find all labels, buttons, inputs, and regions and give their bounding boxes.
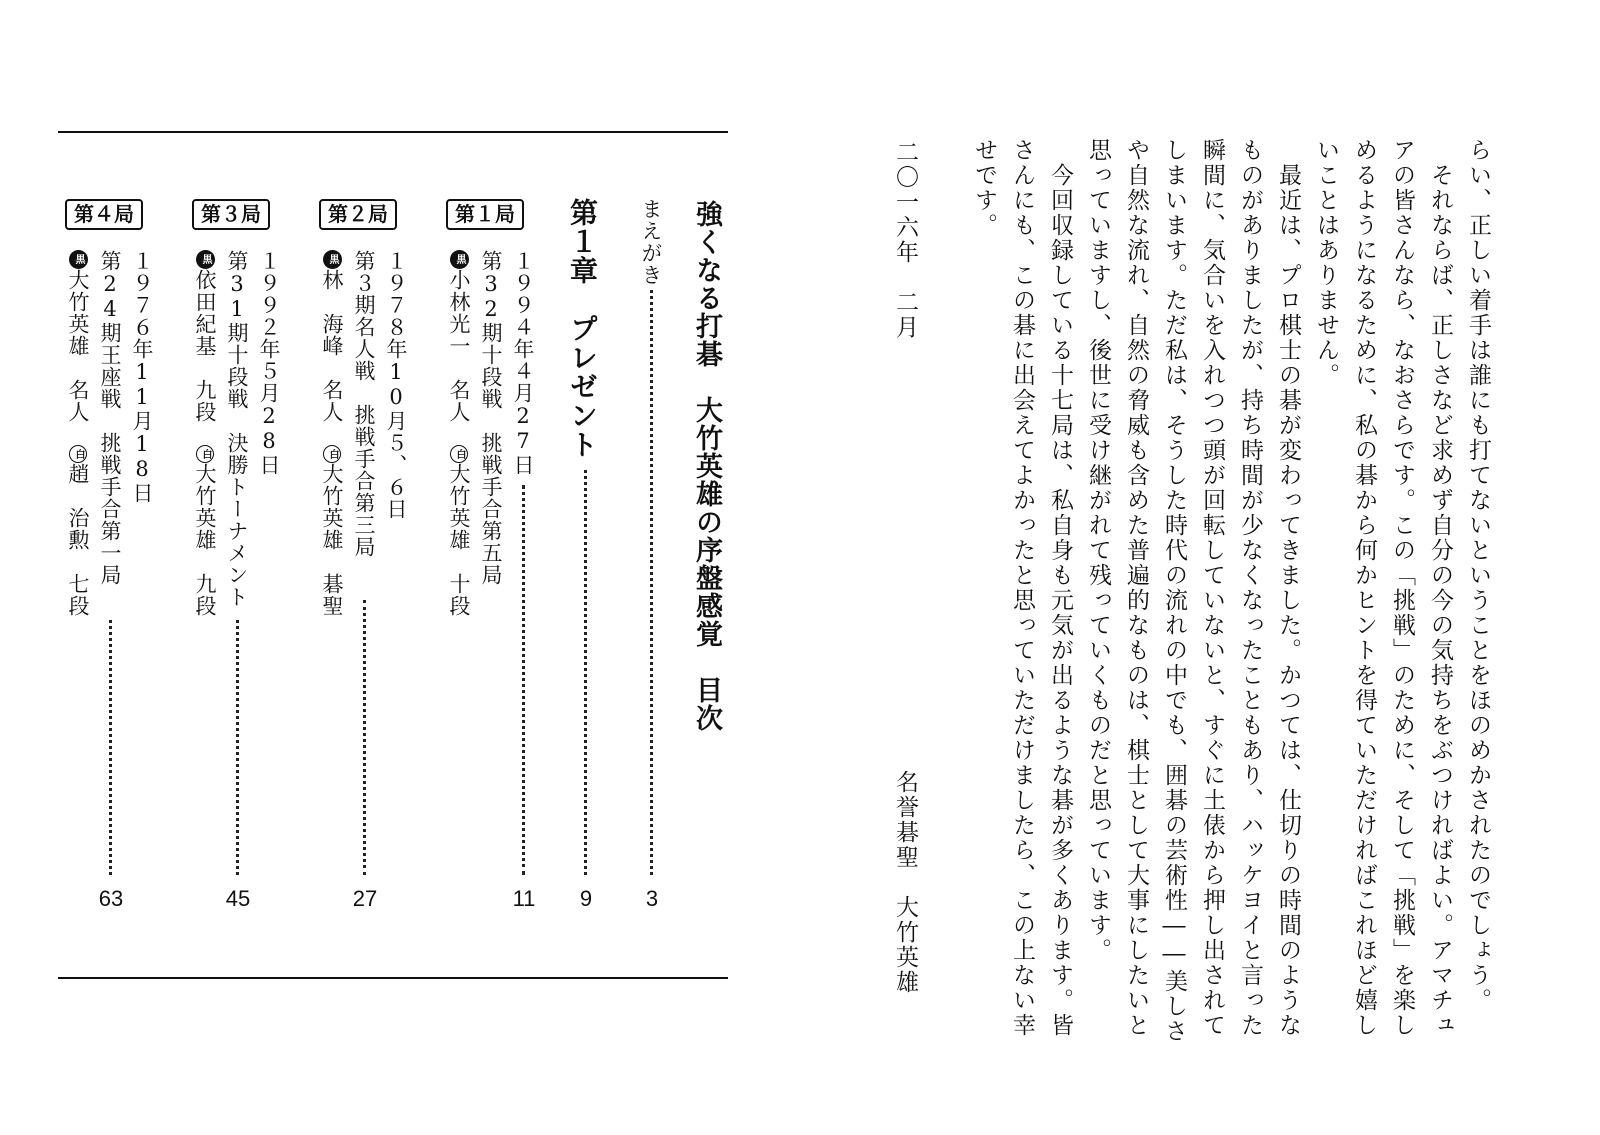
white-player: 大竹英雄 十段 [447,463,471,617]
game-leader [109,620,112,875]
toc-game-3[interactable] [192,0,281,911]
game-event: 第３期名人戦 挑戦手合第三局 [352,250,376,558]
game-date: １９９２年５月28日 [257,250,281,476]
preface-line: ものがありましたが、持ち時間が少なくなったこともあり、ハッケヨイと言った [1237,138,1263,1038]
black-stone-icon: 黒 [69,250,88,269]
game-page: 45 [225,886,251,911]
game-date: １９７８年10月５、６日 [384,250,408,520]
toc-bottom-rule [58,977,728,979]
game-leader [236,620,239,875]
white-player: 大竹英雄 碁聖 [320,463,344,617]
toc-chapter-label[interactable]: 第１章 プレゼント [566,198,599,459]
game-badge: 第１局 [446,199,524,230]
preface-signature: 名誉碁聖 大竹英雄 [892,770,918,995]
preface-date: 二〇一六年 二月 [892,140,918,340]
toc-game-4[interactable] [65,0,154,911]
game-date: １９７６年11月18日 [130,250,154,504]
black-player: 小林光一 名人 [447,269,471,423]
white-stone-icon: 白 [323,445,341,463]
white-stone-icon: 白 [69,445,87,463]
white-player: 大竹英雄 九段 [193,463,217,617]
game-page: 11 [512,886,536,911]
game-page: 27 [352,886,378,911]
toc-preface-page[interactable]: 3 [645,886,659,911]
toc-top-rule [58,131,728,133]
game-event: 第24期王座戦 挑戦手合第一局 [98,250,122,586]
game-badge: 第３局 [192,199,270,230]
preface-line: 今回収録している十七局は、私自身も元気が出るような碁が多くあります。皆 [1047,138,1073,1038]
black-player: 大竹英雄 名人 [66,269,90,423]
toc-preface-label[interactable]: まえがき [639,198,663,286]
preface-line: しまいます。ただ私は、そうした時代の流れの中でも、囲碁の芸術性――美しさ [1161,138,1187,1044]
white-stone-icon: 白 [196,445,214,463]
game-leader [363,600,366,875]
preface-line: アの皆さんなら、なおさらです。この「挑戦」のために、そして「挑戦」を楽し [1389,138,1415,1038]
game-players [67,250,88,617]
black-player: 依田紀基 九段 [193,269,217,423]
preface-line: 最近は、プロ棋士の碁が変わってきました。かつては、仕切りの時間のような [1275,138,1301,1038]
toc-preface-leader [650,290,653,875]
preface-line: や自然な流れ、自然の脅威も含めた普遍的なものは、棋士として大事にしたいと [1123,138,1149,1038]
game-event: 第31期十段戦 決勝トーナメント [225,250,249,608]
game-players [321,250,342,617]
preface-line: らい、正しい着手は誰にも打てないということをほのめかされたのでしょう。 [1465,138,1491,1013]
preface-line: せです。 [971,138,997,238]
toc-game-1[interactable] [446,0,536,911]
toc-chapter-page[interactable]: 9 [579,886,593,911]
preface-line: それならば、正しさなど求めず自分の今の気持ちをぶつければよい。アマチュ [1427,138,1453,1038]
preface-line: 瞬間に、気合いを入れつつ頭が回転していないと、すぐに土俵から押し出されて [1199,138,1225,1038]
preface-line: いことはありません。 [1313,138,1339,388]
toc-title: 強くなる打碁 大竹英雄の序盤感覚 目次 [691,200,722,732]
white-stone-icon: 白 [450,445,468,463]
white-player: 趙 治勲 七段 [66,463,90,617]
game-page: 63 [98,886,124,911]
preface-body [965,138,1497,1044]
preface-line: めるようになるために、私の碁から何かヒントを得ていただければこれほど嬉し [1351,138,1377,1038]
game-date: １９９４年４月27日 [511,250,535,476]
black-stone-icon: 黒 [450,250,469,269]
game-players [448,250,469,617]
preface-line: さんにも、この碁に出会えてよかったと思っていただけましたら、この上ない幸 [1009,138,1035,1038]
toc-chapter-leader [584,470,587,875]
preface-line: 思っていますし、後世に受け継がれて残っていくものだと思っています。 [1085,138,1111,963]
toc-game-2[interactable] [319,0,408,911]
game-event: 第32期十段戦 挑戦手合第五局 [479,250,503,586]
game-badge: 第２局 [319,199,397,230]
black-player: 林 海峰 名人 [320,269,344,423]
game-leader [522,485,525,875]
black-stone-icon: 黒 [196,250,215,269]
game-players [194,250,215,617]
game-badge: 第４局 [65,199,143,230]
black-stone-icon: 黒 [323,250,342,269]
